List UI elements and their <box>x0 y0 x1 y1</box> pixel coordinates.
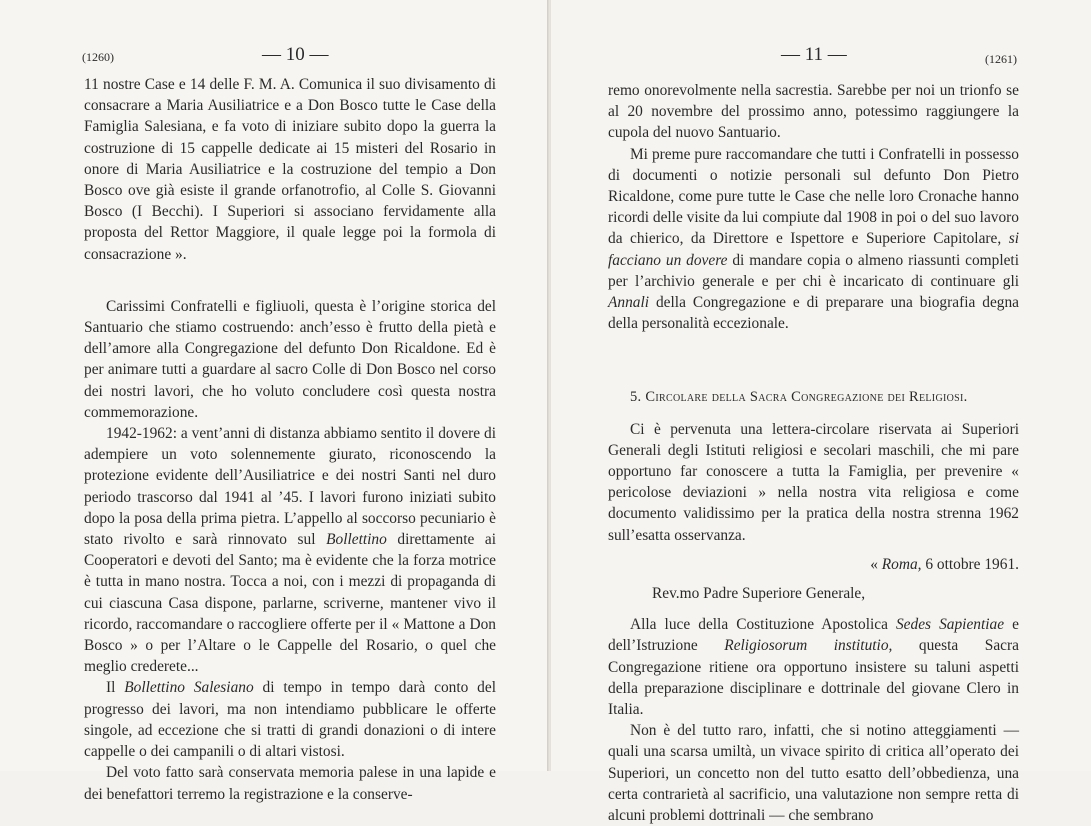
paragraph: 1942-1962: a vent’anni di distanza abbiamo sentito il dovere di adempiere un voto solennemente giurato, riconoscendo la protezione evidente dell’Ausiliatrice e dei nostri Santi nel duro periodo trascorso dal 1941 al ’45. I lavori furono iniziati subito dopo la posa della prima pietra. L’appello al soccorso pecuniario è stato rivolto e sarà rinnovato sul Bollettino direttamente ai Cooperatori e devoti del Santo; ma è evidente che la forza motrice è tutta in mano nostra. Tocca a noi, con i mezzi di propaganda di cui ciascuna Casa dispone, parlarne, scriverne, mantener vivo il ricordo, raccomandare o raccogliere offerte per il « Mattone a Don Bosco » o per l’Altare o le Cappelle del Rosario, o quel che meglio crederete... <box>84 425 496 676</box>
paragraph: remo onorevolmente nella sacrestia. Sarebbe per noi un trionfo se al 20 novembre del prossimo anno, potessimo raggiungere la cupola del nuovo Santuario. <box>608 82 1019 142</box>
left-page <box>0 0 548 803</box>
right-page-number: — 11 — <box>781 44 847 65</box>
right-page-code: (1261) <box>985 52 1017 66</box>
paragraph: Non è del tutto raro, infatti, che si notino atteggiamenti — quali una scarsa umiltà, un vivace spirito di critica all’operato dei Superiori, un concetto non del tutto esatto dell’obbedienza, una certa contrarietà al sacrificio, una valutazione non sempre retta di alcuni problemi dottrinali — che sembrano <box>608 722 1019 825</box>
paragraph: Alla luce della Costituzione Apostolica Sedes Sapientiae e dell’Istruzione Religiosorum institutio, questa Sacra Congregazione ritiene ora opportuno insistere su taluni aspetti della preparazione disciplinare e dottrinale del giovane Clero in Italia. <box>608 616 1019 719</box>
left-page-text <box>84 74 496 805</box>
paragraph: Il Bollettino Salesiano di tempo in tempo darà conto del progresso dei lavori, ma non intendiamo pubblicare le offerte singole, ad eccezione che si tratti di grandi donazioni o di intere cappelle o dei campanili o di altari vistosi. <box>84 679 496 761</box>
right-page <box>551 0 1091 825</box>
left-page-number: — 10 — <box>262 44 329 65</box>
paragraph: Del voto fatto sarà conservata memoria palese in una lapide e dei benefattori terremo la registrazione e la conserve- <box>84 764 496 803</box>
letter-date: « Roma, 6 ottobre 1961. <box>870 555 1019 573</box>
paragraph: Carissimi Confratelli e figliuoli, questa è l’origine storica del Santuario che stiamo costruendo: anch’esso è frutto della pietà e dell’amore alla Congregazione del defunto Don Ricaldone. Ed è per animare tutti a guardare al sacro Colle di Don Bosco nel corso dei nostri lavori, che ho voluto concludere così questa nostra commemorazione. <box>84 297 496 421</box>
paragraph: 11 nostre Case e 14 delle F. M. A. Comunica il suo divisamento di consacrare a Maria Ausiliatrice e a Don Bosco tutte le Case della Famiglia Salesiana, e fa voto di iniziare subito dopo la guerra la costruzione di 15 cappelle dedicate ai 15 misteri del Rosario in onore di Maria Ausiliatrice e la costruzione del tempio a Don Bosco ove già esiste il grande orfanotrofio, al Colle S. Giovanni Bosco (I Becchi). I Superiori si associano fervidamente alla proposta del Rettor Maggiore, il quale legge poi la formola di consacrazione ». <box>84 76 496 263</box>
paragraph: Ci è pervenuta una lettera-circolare riservata ai Superiori Generali degli Istituti religiosi e secolari maschili, che mi pare opportuno far conoscere a tutta la Famiglia, per prevenire « pericolose deviazioni » nella nostra vita religiosa e come documento validissimo per la pratica della nostra strenna 1962 sull’esatta osservanza. <box>608 420 1019 544</box>
left-page-code: (1260) <box>82 50 114 64</box>
paragraph: Mi preme pure raccomandare che tutti i Confratelli in possesso di documenti o notizie personali sul defunto Don Pietro Ricaldone, come pure tutte le Case che nelle loro Cronache hanno ricordi delle visite da lui compiute dal 1908 in poi o del suo lavoro da chierico, da Direttore e Ispettore e Superiore Capitolare, si facciano un dovere di mandare copia o almeno riassunti completi per l’archivio generale e per chi è incaricato di continuare gli Annali della Congregazione e di preparare una biografia degna della personalità eccezionale. <box>608 145 1019 333</box>
section-heading: 5. Circolare della Sacra Congregazione dei Religiosi. <box>630 389 968 406</box>
letter-salutation: Rev.mo Padre Superiore Generale, <box>652 585 866 603</box>
right-page-text <box>608 80 1019 826</box>
